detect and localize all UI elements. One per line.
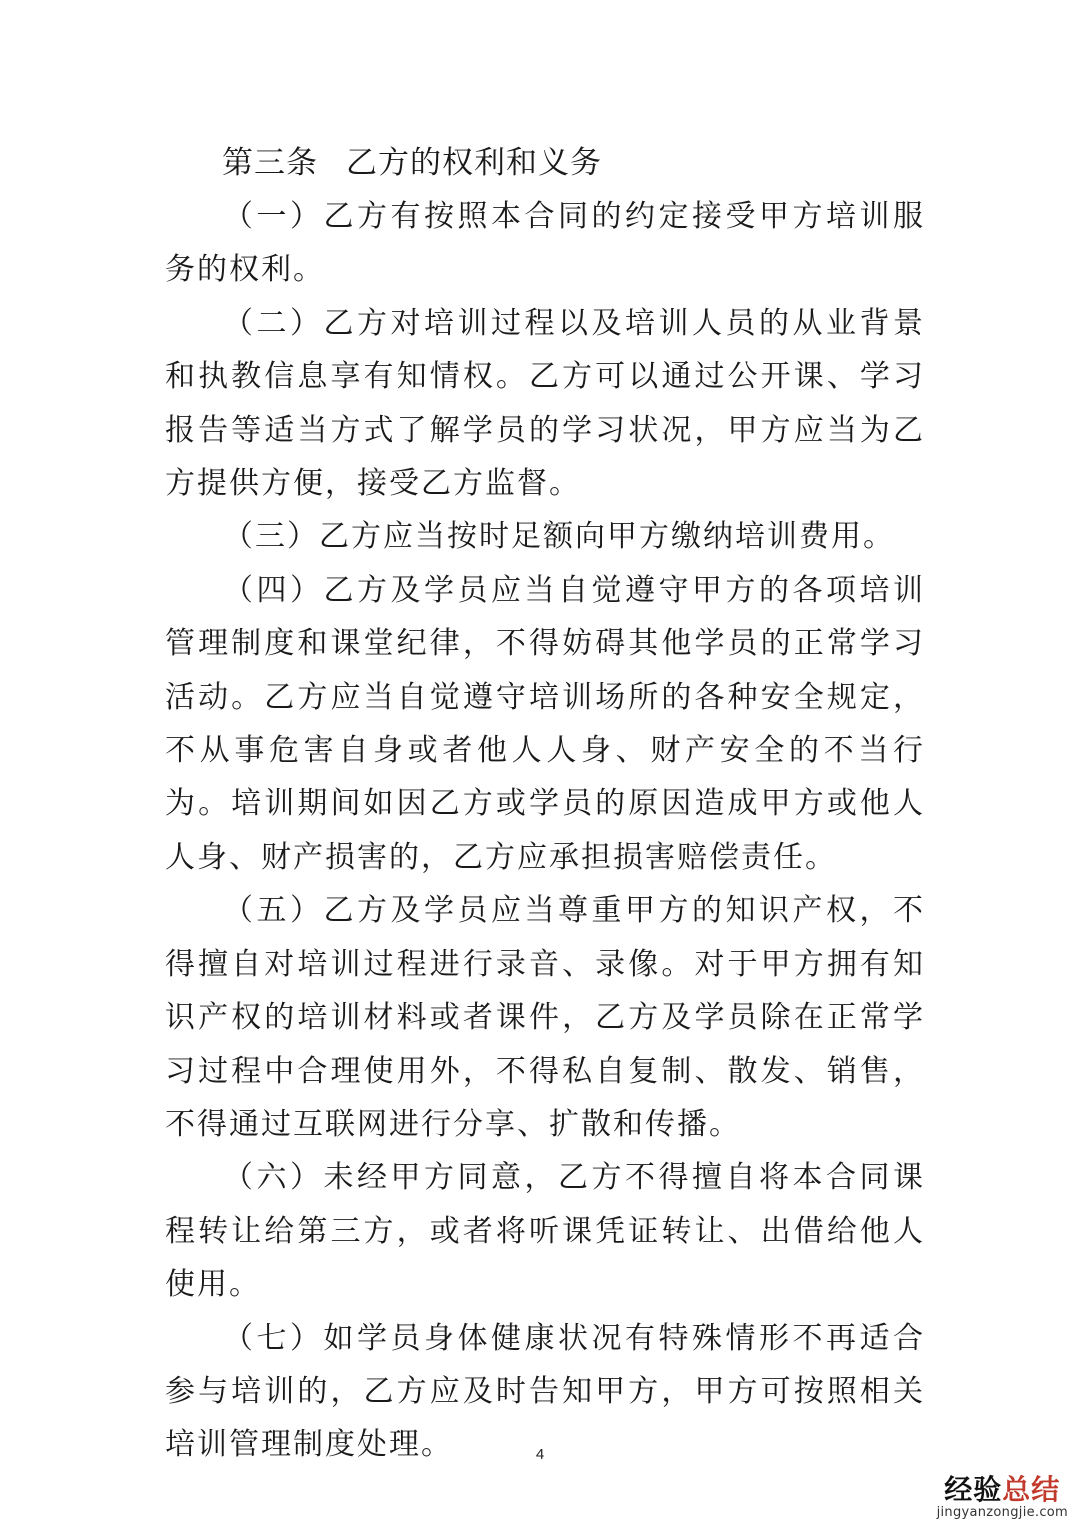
watermark-title-part1: 经验 (944, 1473, 1003, 1506)
clause-2: （二）乙方对培训过程以及培训人员的从业背景和执教信息享有知情权。乙方可以通过公开课、学习报告等适当方式了解学员的学习状况，甲方应当为乙方提供方便，接受乙方监督。 (165, 305, 925, 502)
article-body (165, 190, 925, 1472)
article-number: 第三条 (222, 145, 318, 181)
clause-5: （五）乙方及学员应当尊重甲方的知识产权，不得擅自对培训过程进行录音、录像。对于甲方拥有知识产权的培训材料或者课件，乙方及学员除在正常学习过程中合理使用外，不得私自复制、散发、销售，不得通过互联网进行分享、扩散和传播。 (165, 893, 925, 1142)
clause-1: （一）乙方有按照本合同的约定接受甲方培训服务的权利。 (165, 199, 925, 288)
watermark-url: jingyanzongjie.com (936, 1505, 1068, 1520)
page-number: 4 (535, 1446, 545, 1463)
watermark-logo (937, 1475, 1068, 1520)
article-heading (222, 142, 602, 184)
watermark-title (937, 1475, 1068, 1505)
watermark-title-part2: 总结 (1002, 1473, 1061, 1506)
article-title: 乙方的权利和义务 (346, 145, 602, 181)
clause-7: （七）如学员身体健康状况有特殊情形不再适合参与培训的，乙方应及时告知甲方，甲方可按照相关培训管理制度处理。 (165, 1320, 925, 1463)
clause-4: （四）乙方及学员应当自觉遵守甲方的各项培训管理制度和课堂纪律，不得妨碍其他学员的正常学习活动。乙方应当自觉遵守培训场所的各种安全规定，不从事危害自身或者他人人身、财产安全的不当行为。培训期间如因乙方或学员的原因造成甲方或他人人身、财产损害的，乙方应承担损害赔偿责任。 (165, 572, 925, 875)
clause-3: （三）乙方应当按时足额向甲方缴纳培训费用。 (223, 519, 895, 555)
clause-6: （六）未经甲方同意，乙方不得擅自将本合同课程转让给第三方，或者将听课凭证转让、出借给他人使用。 (165, 1160, 925, 1303)
